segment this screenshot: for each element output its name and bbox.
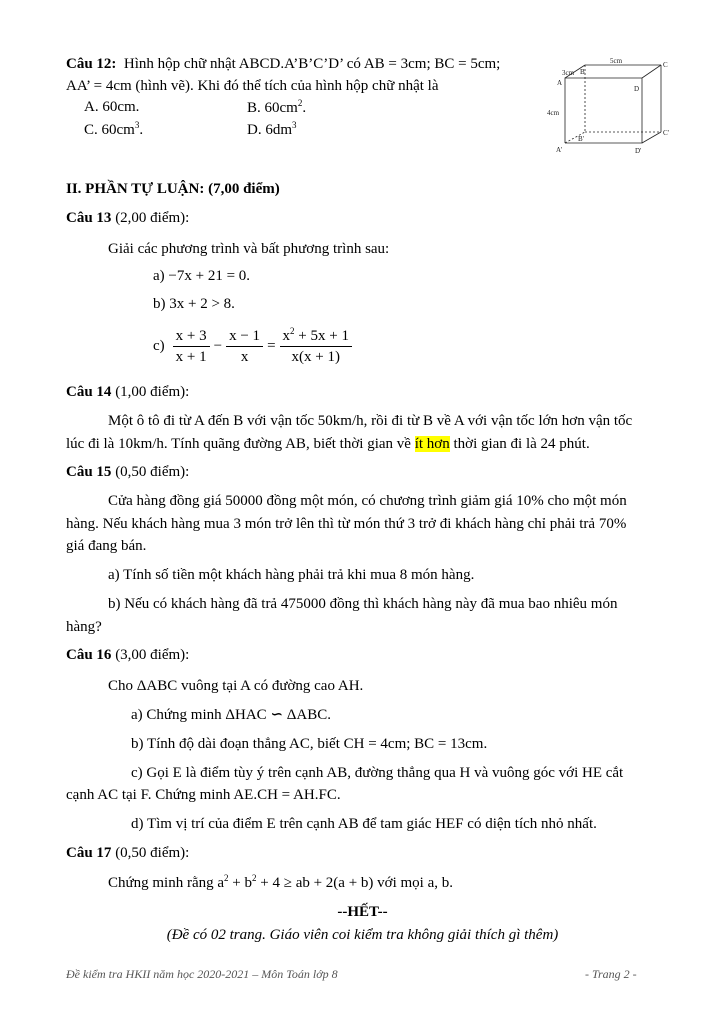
figure-label-d1: D' bbox=[635, 147, 642, 155]
q16-part-c2: cạnh AC tại F. Chứng minh AE.CH = AH.FC. bbox=[66, 787, 341, 803]
figure-label-a1: A' bbox=[556, 146, 563, 154]
fraction-2: $\frac{x - 1}{x}$ bbox=[226, 327, 263, 366]
q16-intro: Cho ΔABC vuông tại A có đường cao AH. bbox=[108, 678, 364, 694]
q14-line2: lúc đi là 10km/h. Tính quãng đường AB, biết thời gian về ít hơn thời gian đi là 24 phút. bbox=[66, 436, 590, 452]
figure-dim-ab: 3cm bbox=[562, 69, 575, 77]
q13-intro: Giải các phương trình và bất phương trình sau: bbox=[108, 241, 390, 257]
q15-line1: Cửa hàng đồng giá 50000 đồng một món, có chương trình giảm giá 10% cho một món bbox=[108, 493, 627, 509]
q17-statement: Chứng minh rằng $a^2 + b^2 + 4$ ≥ ab + 2(a + b) với mọi a, b. bbox=[108, 873, 454, 891]
q15-line3: giá đang bán. bbox=[66, 538, 147, 554]
figure-label-c: C bbox=[663, 61, 668, 69]
q16-part-b: b) Tính độ dài đoạn thẳng AC, biết CH = 4cm; BC = 13cm. bbox=[131, 736, 488, 752]
q16-part-c1: c) Gọi E là điểm tùy ý trên cạnh AB, đường thẳng qua H và vuông góc với HE cắt bbox=[131, 765, 624, 781]
q16-part-d: d) Tìm vị trí của điểm E trên cạnh AB để tam giác HEF có diện tích nhỏ nhất. bbox=[131, 816, 597, 832]
q17-heading: Câu 17 (0,50 điểm): bbox=[66, 845, 190, 861]
q16-part-a: a) Chứng minh ΔHAC ∽ ΔABC. bbox=[131, 707, 332, 723]
q13-heading: Câu 13 (2,00 điểm): bbox=[66, 210, 190, 226]
q12-option-b: B. $60cm^2$. bbox=[247, 98, 307, 116]
q12-option-c: C. $60cm^3$. bbox=[84, 120, 144, 138]
q12-option-d: D. $6dm^3$ bbox=[247, 120, 297, 138]
q14-line1: Một ô tô đi từ A đến B với vận tốc 50km/h, rồi đi từ B về A với vận tốc lớn hơn vận tốc bbox=[108, 413, 633, 429]
q13-part-b: b) 3x + 2 > 8. bbox=[153, 296, 235, 312]
figure-label-b1: B' bbox=[578, 135, 584, 143]
section-title: II. PHẦN TỰ LUẬN: (7,00 điểm) bbox=[66, 181, 280, 197]
q15-part-b1: b) Nếu có khách hàng đã trả 475000 đồng thì khách hàng này đã mua bao nhiêu món bbox=[108, 596, 618, 612]
figure-label-a: A bbox=[557, 79, 563, 87]
footer-left: Đề kiểm tra HKII năm học 2020-2021 – Môn Toán lớp 8 bbox=[66, 967, 338, 981]
q15-part-a: a) Tính số tiền một khách hàng phải trả khi mua 8 món hàng. bbox=[108, 567, 475, 583]
q12-line2: AA’ = 4cm (hình vẽ). Khi đó thể tích của hình hộp chữ nhật là bbox=[66, 78, 439, 94]
q16-heading: Câu 16 (3,00 điểm): bbox=[66, 647, 190, 663]
q14-heading: Câu 14 (1,00 điểm): bbox=[66, 384, 190, 400]
figure-dim-aa: 4cm bbox=[547, 109, 560, 117]
q12-option-a: A. 60cm. bbox=[84, 99, 140, 115]
q15-part-b2: hàng? bbox=[66, 619, 102, 635]
footer-page-number: - Trang 2 - bbox=[585, 967, 637, 981]
q13-part-c: c) $\frac{x + 3}{x + 1}$ − $\frac{x - 1}{x}$ = $\frac{x^2 + 5x + 1}{x(x + 1)}$ bbox=[153, 326, 354, 366]
fraction-1: $\frac{x + 3}{x + 1}$ bbox=[173, 327, 210, 366]
q12-label: Câu 12: bbox=[66, 56, 117, 72]
figure-label-b: B bbox=[580, 68, 585, 76]
highlighted-text: ít hơn bbox=[414, 436, 450, 452]
figure-dim-bc: 5cm bbox=[610, 57, 623, 65]
fraction-3: $\frac{x^2 + 5x + 1}{x(x + 1)}$ bbox=[280, 326, 352, 366]
q15-heading: Câu 15 (0,50 điểm): bbox=[66, 464, 190, 480]
end-note: (Đề có 02 trang. Giáo viên coi kiểm tra không giải thích gì thêm) bbox=[166, 927, 559, 943]
q12-text1: Hình hộp chữ nhật ABCD.A’B’C’D’ có AB = 3cm; BC = 5cm; bbox=[123, 56, 501, 72]
q12-line1 bbox=[66, 55, 500, 73]
figure-label-d: D bbox=[634, 85, 640, 93]
q15-line2: hàng. Nếu khách hàng mua 3 món trở lên thì từ món thứ 3 trở đi khách hàng chỉ phải trả 70% bbox=[66, 516, 627, 532]
figure-label-c1: C' bbox=[663, 129, 669, 137]
q13-part-a: a) −7x + 21 = 0. bbox=[153, 268, 251, 284]
end-marker: --HẾT-- bbox=[337, 904, 388, 920]
rectangular-box-figure bbox=[540, 55, 675, 165]
